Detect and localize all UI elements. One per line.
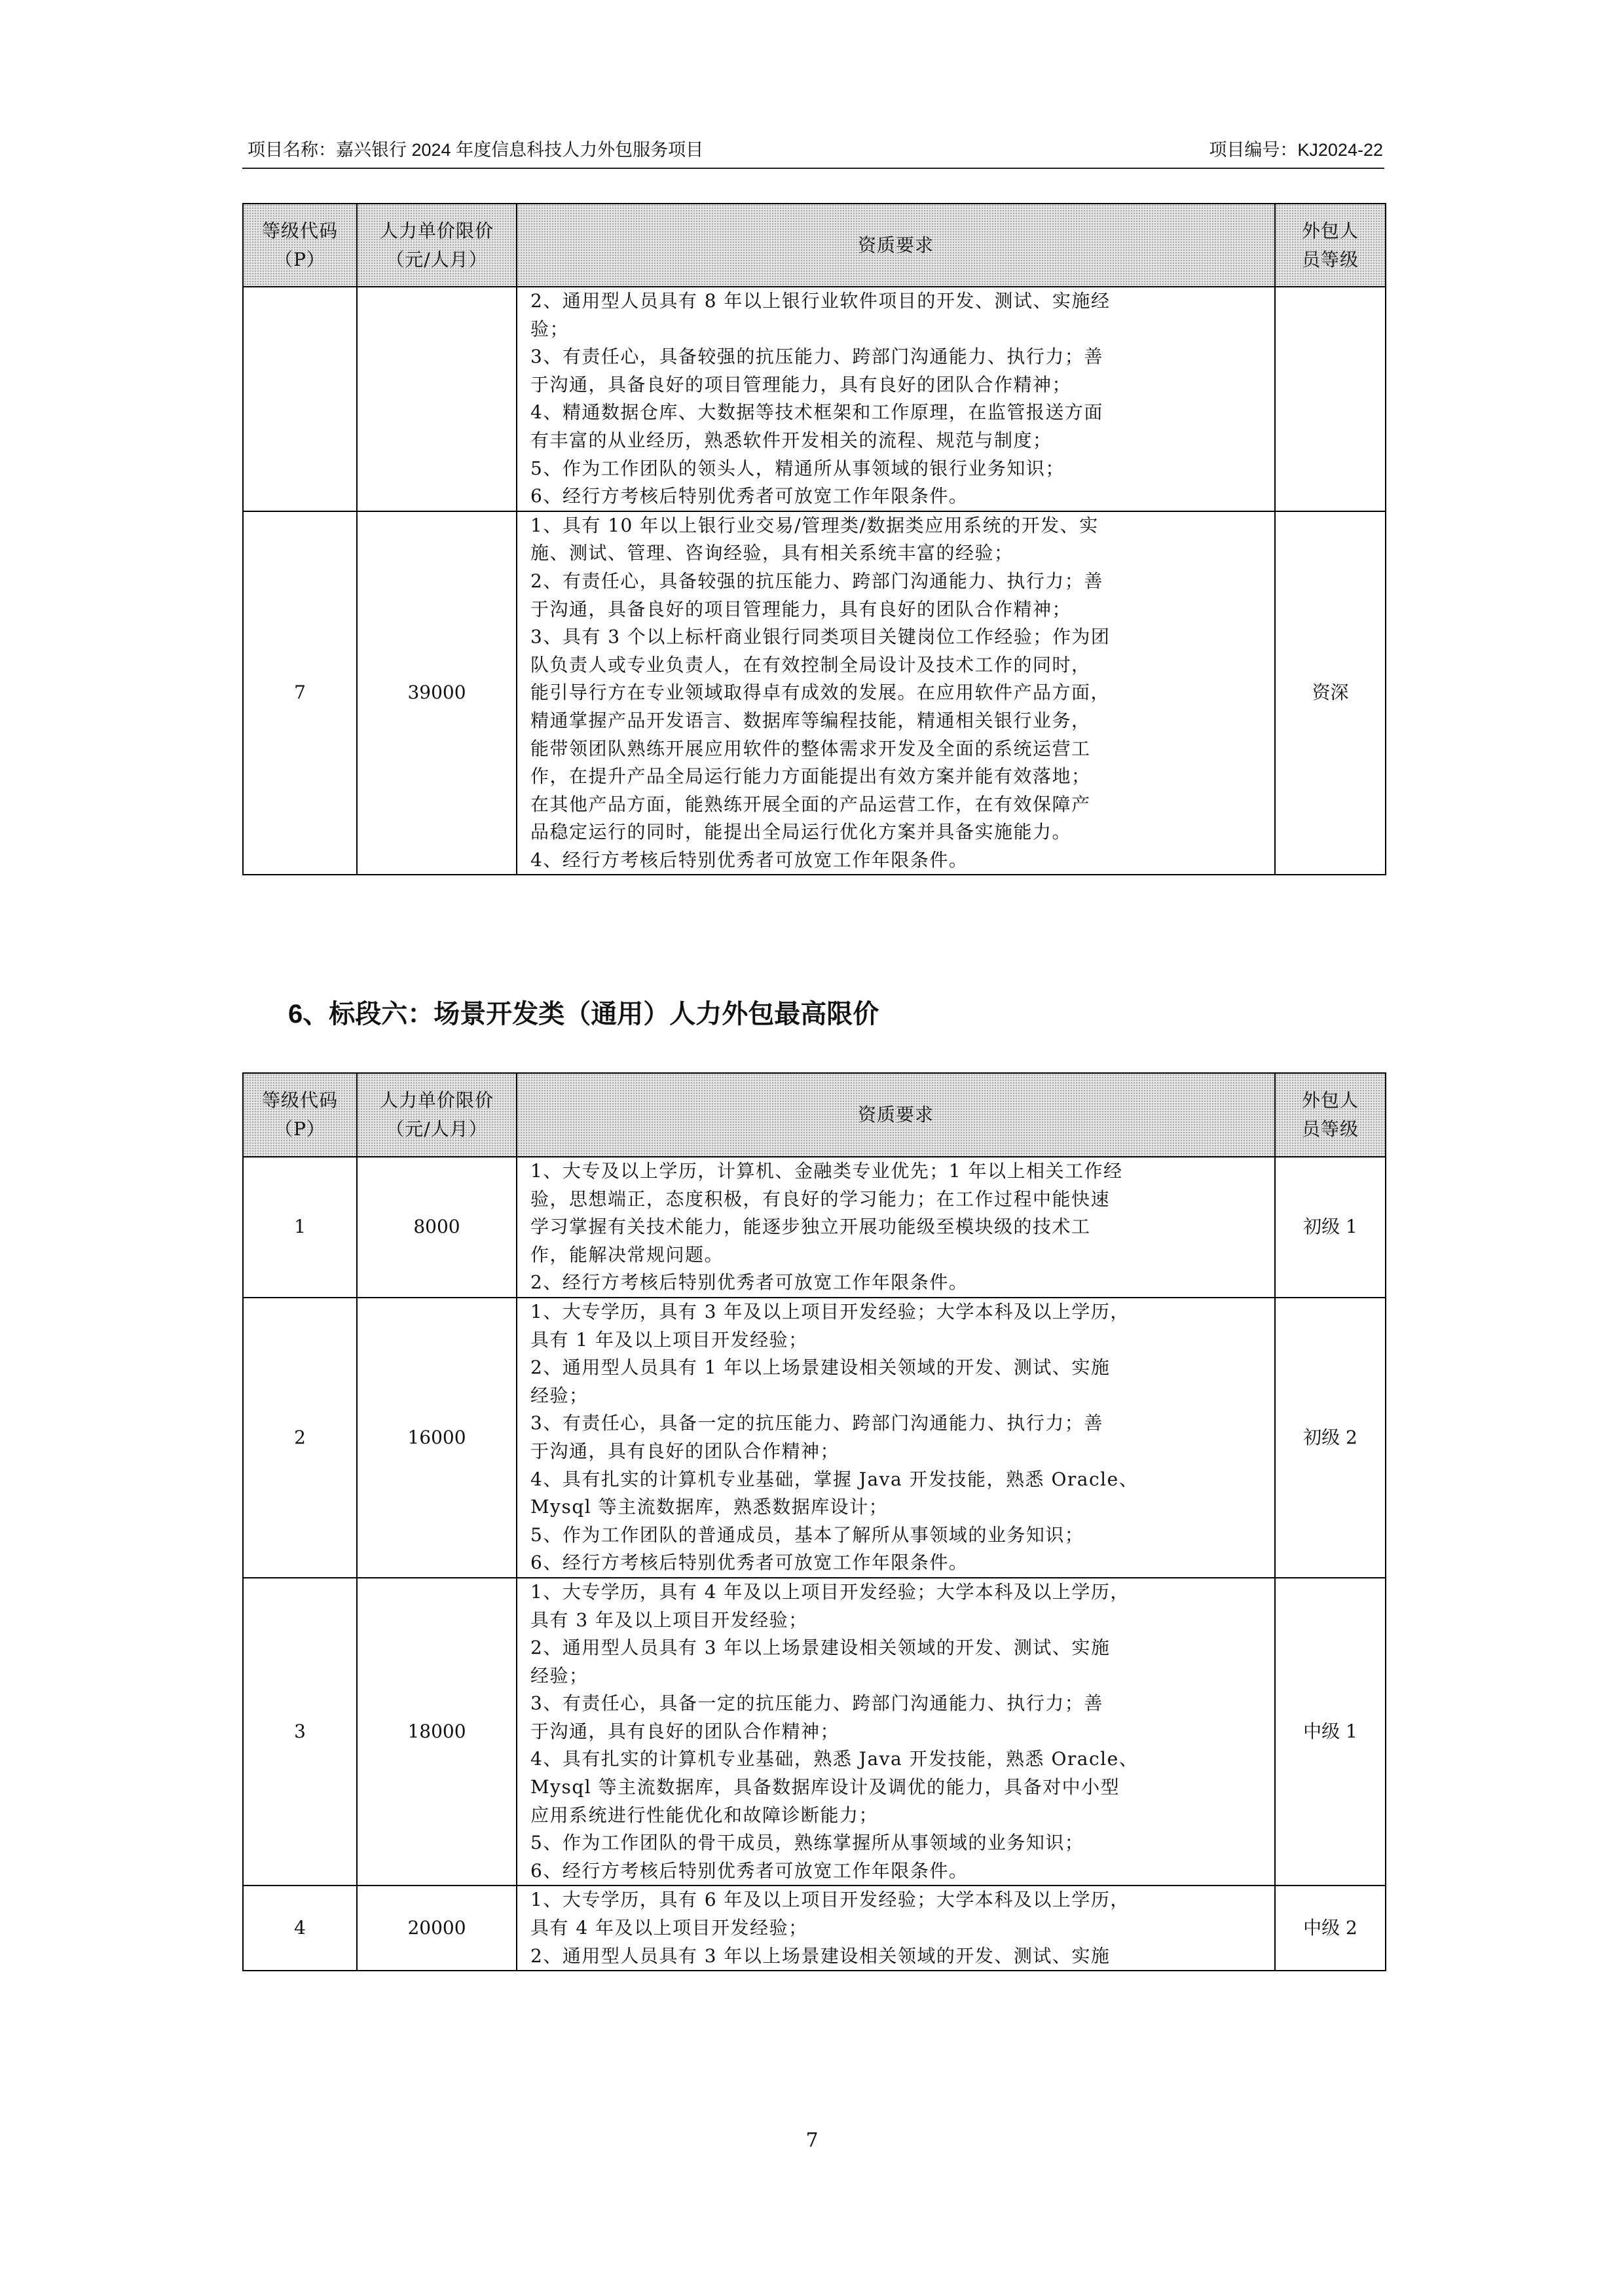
requirement-line: Mysql 等主流数据库，具备数据库设计及调优的能力，具备对中小型 xyxy=(530,1776,1120,1798)
requirement-line: 1、大专及以上学历，计算机、金融类专业优先；1 年以上相关工作经 xyxy=(530,1160,1123,1182)
staff-level-cell: 中级 2 xyxy=(1275,1886,1386,1971)
price-limit-cell: 20000 xyxy=(357,1886,517,1971)
requirement-line: 具有 4 年及以上项目开发经验； xyxy=(530,1917,808,1939)
requirement-line: 在其他产品方面，能熟练开展全面的产品运营工作，在有效保障产 xyxy=(530,793,1091,815)
staff-level-cell: 资深 xyxy=(1275,511,1386,875)
requirement-line: 3、有责任心，具备较强的抗压能力、跨部门沟通能力、执行力；善 xyxy=(530,346,1103,368)
requirement-line: 2、通用型人员具有 8 年以上银行业软件项目的开发、测试、实施经 xyxy=(530,290,1111,312)
requirements-table-section6 xyxy=(242,1072,1386,1971)
requirements-cell xyxy=(517,1886,1275,1971)
requirement-line: 3、有责任心，具备一定的抗压能力、跨部门沟通能力、执行力；善 xyxy=(530,1692,1103,1715)
requirement-line: 队负责人或专业负责人，在有效控制全局设计及技术工作的同时， xyxy=(530,653,1091,676)
requirement-line: 4、经行方考核后特别优秀者可放宽工作年限条件。 xyxy=(530,848,969,871)
requirements-cell xyxy=(517,1157,1275,1298)
requirement-line: 经验； xyxy=(530,1384,589,1406)
header-project-name: 项目名称：嘉兴银行 2024 年度信息科技人力外包服务项目 xyxy=(248,140,704,160)
table-row xyxy=(243,1157,1386,1298)
col-header-level-code: 等级代码 （P） xyxy=(243,1073,357,1157)
requirement-line: 2、通用型人员具有 3 年以上场景建设相关领域的开发、测试、实施 xyxy=(530,1944,1111,1967)
table-row xyxy=(243,1298,1386,1578)
price-limit-cell: 8000 xyxy=(357,1157,517,1298)
requirement-line: 于沟通，具备良好的项目管理能力，具有良好的团队合作精神； xyxy=(530,598,1072,620)
requirement-line: 1、具有 10 年以上银行业交易/管理类/数据类应用系统的开发、实 xyxy=(530,514,1099,536)
requirements-cell xyxy=(517,1298,1275,1578)
col-header-requirements: 资质要求 xyxy=(517,204,1275,287)
requirement-line: 6、经行方考核后特别优秀者可放宽工作年限条件。 xyxy=(530,1552,969,1574)
col-header-price-limit: 人力单价限价 （元/人月） xyxy=(357,1073,517,1157)
requirements-cell xyxy=(517,511,1275,875)
requirement-line: 4、具有扎实的计算机专业基础，掌握 Java 开发技能，熟悉 Oracle、 xyxy=(530,1468,1139,1490)
requirement-line: 验； xyxy=(530,318,570,340)
requirement-line: 6、经行方考核后特别优秀者可放宽工作年限条件。 xyxy=(530,1859,969,1882)
col-header-price-limit: 人力单价限价 （元/人月） xyxy=(357,204,517,287)
requirement-line: 应用系统进行性能优化和故障诊断能力； xyxy=(530,1804,879,1826)
price-limit-cell: 39000 xyxy=(357,511,517,875)
price-limit-cell: 18000 xyxy=(357,1578,517,1886)
requirement-line: 于沟通，具有良好的团队合作精神； xyxy=(530,1720,840,1742)
table-header-row xyxy=(243,204,1386,287)
level-code-cell: 2 xyxy=(243,1298,357,1578)
requirement-line: 品稳定运行的同时，能提出全局运行优化方案并具备实施能力。 xyxy=(530,821,1072,843)
requirement-line: 能引导行方在专业领域取得卓有成效的发展。在应用软件产品方面， xyxy=(530,682,1111,704)
staff-level-cell: 初级 1 xyxy=(1275,1157,1386,1298)
requirement-line: 1、大专学历，具有 4 年及以上项目开发经验；大学本科及以上学历， xyxy=(530,1580,1130,1603)
header-divider xyxy=(242,168,1384,169)
requirement-line: 2、通用型人员具有 3 年以上场景建设相关领域的开发、测试、实施 xyxy=(530,1637,1111,1659)
table-row xyxy=(243,287,1386,511)
requirement-line: 6、经行方考核后特别优秀者可放宽工作年限条件。 xyxy=(530,485,969,507)
header-project-code: 项目编号：KJ2024-22 xyxy=(1209,140,1383,160)
requirements-cell xyxy=(517,287,1275,511)
staff-level-cell: 中级 1 xyxy=(1275,1578,1386,1886)
requirement-line: Mysql 等主流数据库，熟悉数据库设计； xyxy=(530,1496,889,1518)
requirement-line: 5、作为工作团队的领头人，精通所从事领域的银行业务知识； xyxy=(530,457,1065,479)
level-code-cell: 3 xyxy=(243,1578,357,1886)
col-header-staff-level: 外包人 员等级 xyxy=(1275,204,1386,287)
col-header-requirements: 资质要求 xyxy=(517,1073,1275,1157)
requirements-cell xyxy=(517,1578,1275,1886)
requirement-line: 2、经行方考核后特别优秀者可放宽工作年限条件。 xyxy=(530,1271,969,1294)
requirement-line: 4、具有扎实的计算机专业基础，熟悉 Java 开发技能，熟悉 Oracle、 xyxy=(530,1748,1139,1770)
price-limit-cell xyxy=(357,287,517,511)
price-limit-cell: 16000 xyxy=(357,1298,517,1578)
section-6-title: 6、标段六：场景开发类（通用）人力外包最高限价 xyxy=(288,1000,879,1029)
requirement-line: 于沟通，具备良好的项目管理能力，具有良好的团队合作精神； xyxy=(530,373,1072,395)
requirements-table-section5 xyxy=(242,203,1386,875)
level-code-cell xyxy=(243,287,357,511)
requirement-line: 2、通用型人员具有 1 年以上场景建设相关领域的开发、测试、实施 xyxy=(530,1357,1111,1379)
requirement-line: 3、具有 3 个以上标杆商业银行同类项目关键岗位工作经验；作为团 xyxy=(530,626,1111,648)
page-number: 7 xyxy=(805,2129,819,2152)
requirement-line: 1、大专学历，具有 3 年及以上项目开发经验；大学本科及以上学历， xyxy=(530,1300,1130,1322)
requirement-line: 具有 1 年及以上项目开发经验； xyxy=(530,1328,808,1351)
level-code-cell: 7 xyxy=(243,511,357,875)
table-row xyxy=(243,511,1386,875)
col-header-staff-level: 外包人 员等级 xyxy=(1275,1073,1386,1157)
requirement-line: 学习掌握有关技术能力，能逐步独立开展功能级至模块级的技术工 xyxy=(530,1216,1091,1238)
requirement-line: 1、大专学历，具有 6 年及以上项目开发经验；大学本科及以上学历， xyxy=(530,1889,1130,1911)
requirement-line: 3、有责任心，具备一定的抗压能力、跨部门沟通能力、执行力；善 xyxy=(530,1412,1103,1434)
requirement-line: 5、作为工作团队的骨干成员，熟练掌握所从事领域的业务知识； xyxy=(530,1832,1084,1854)
requirement-line: 验，思想端正，态度积极，有良好的学习能力；在工作过程中能快速 xyxy=(530,1188,1111,1210)
col-header-level-code: 等级代码 （P） xyxy=(243,204,357,287)
requirement-line: 有丰富的从业经历，熟悉软件开发相关的流程、规范与制度； xyxy=(530,429,1052,451)
requirement-line: 施、测试、管理、咨询经验，具有相关系统丰富的经验； xyxy=(530,542,1014,564)
requirement-line: 4、精通数据仓库、大数据等技术框架和工作原理，在监管报送方面 xyxy=(530,401,1103,424)
requirement-line: 能带领团队熟练开展应用软件的整体需求开发及全面的系统运营工 xyxy=(530,737,1091,759)
staff-level-cell: 初级 2 xyxy=(1275,1298,1386,1578)
requirement-line: 经验； xyxy=(530,1664,589,1686)
requirement-line: 于沟通，具有良好的团队合作精神； xyxy=(530,1440,840,1462)
requirement-line: 5、作为工作团队的普通成员，基本了解所从事领域的业务知识； xyxy=(530,1523,1084,1546)
table-header-row xyxy=(243,1073,1386,1157)
requirement-line: 具有 3 年及以上项目开发经验； xyxy=(530,1609,808,1631)
table-row xyxy=(243,1578,1386,1886)
level-code-cell: 1 xyxy=(243,1157,357,1298)
table-row xyxy=(243,1886,1386,1971)
requirement-line: 2、有责任心，具备较强的抗压能力、跨部门沟通能力、执行力；善 xyxy=(530,570,1103,592)
requirement-line: 作，在提升产品全局运行能力方面能提出有效方案并能有效落地； xyxy=(530,765,1091,788)
requirement-line: 作，能解决常规问题。 xyxy=(530,1243,724,1266)
staff-level-cell xyxy=(1275,287,1386,511)
level-code-cell: 4 xyxy=(243,1886,357,1971)
requirement-line: 精通掌握产品开发语言、数据库等编程技能，精通相关银行业务， xyxy=(530,709,1091,731)
